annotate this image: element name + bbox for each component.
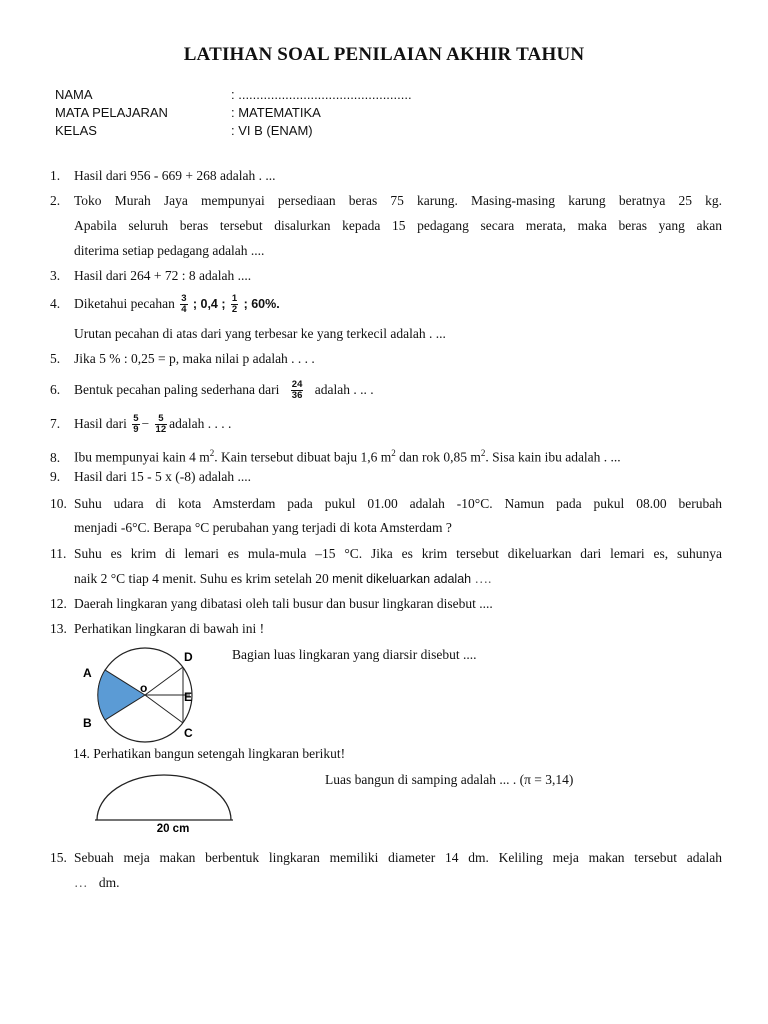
point-label-b: B: [83, 716, 92, 730]
question-11-line2: [74, 567, 491, 591]
fraction-separator: ; 0,4 ;: [192, 297, 226, 311]
superscript: 2: [391, 448, 396, 458]
question-10-line1: Suhu udara di kota Amsterdam pada pukul 01.00 adalah -10°C. Namun pada pukul 08.00 berubah: [74, 496, 722, 511]
question-text: Hasil dari 956 - 669 + 268 adalah . ...: [74, 168, 276, 183]
question-11-number: [50, 542, 74, 566]
question-text: Ibu mempunyai kain 4 m: [74, 449, 210, 465]
fraction-numerator: 3: [181, 293, 187, 305]
question-7: [50, 412, 231, 436]
question-text: Perhatikan lingkaran di bawah ini !: [74, 621, 265, 636]
question-15-line2: [74, 871, 120, 895]
question-number: 12.: [50, 596, 67, 611]
fraction-denominator: 9: [133, 424, 139, 436]
question-number: 8.: [50, 449, 61, 465]
fraction-numerator: 5: [133, 413, 139, 425]
point-label-d: D: [184, 650, 193, 664]
answer-dots: ….: [474, 571, 492, 586]
fraction: [132, 414, 139, 435]
question-2-line2: Apabila seluruh beras tersebut disalurkan kepada 15 pedagang secara merata, maka beras yang akan: [74, 218, 722, 233]
question-text: dm.: [98, 875, 120, 890]
question-15-line1: Sebuah meja makan berbentuk lingkaran memiliki diameter 14 dm. Keliling meja makan tersebut adalah: [74, 850, 722, 865]
question-10-line2: menjadi -6°C. Berapa °C perubahan yang terjadi di kota Amsterdam ?: [74, 520, 452, 535]
identity-value: : MATEMATIKA: [231, 105, 321, 120]
question-text: Diketahui pecahan: [74, 296, 175, 311]
question-number: 3.: [50, 268, 61, 283]
question-text: menit dikeluarkan adalah: [332, 572, 472, 586]
fraction-numerator: 5: [155, 414, 168, 425]
question-13-side-text: Bagian luas lingkaran yang diarsir disebut ....: [232, 647, 477, 662]
question-number: 1.: [50, 168, 61, 183]
superscript: 2: [209, 448, 215, 458]
question-text: Jika 5 % : 0,25 = p, maka nilai p adalah . . . .: [74, 351, 315, 366]
fraction-denominator: 36: [291, 390, 303, 402]
semicircle-arc: [97, 775, 231, 820]
point-label-a: A: [83, 666, 92, 680]
question-2-line1: Toko Murah Jaya mempunyai persediaan beras 75 karung. Masing-masing karung beratnya 25 kg.: [74, 193, 722, 208]
question-text: Daerah lingkaran yang dibatasi oleh tali busur dan busur lingkaran disebut ....: [74, 596, 493, 611]
chord-line: [145, 695, 183, 723]
question-14: 14. Perhatikan bangun setengah lingkaran berikut!: [73, 746, 346, 761]
identity-label: NAMA: [55, 87, 93, 102]
question-text: . Kain tersebut dibuat baju 1,6 m: [214, 449, 392, 465]
question-text: adalah . . . .: [169, 416, 232, 431]
fraction: [155, 414, 168, 435]
page-title: LATIHAN SOAL PENILAIAN AKHIR TAHUN: [183, 44, 585, 65]
question-10-number: [50, 492, 74, 516]
question-text: Bentuk pecahan paling sederhana dari: [74, 382, 280, 397]
fraction-denominator: 2: [231, 304, 238, 316]
question-number: 5.: [50, 351, 61, 366]
question-number: 10.: [50, 496, 67, 511]
fraction-denominator: 4: [181, 304, 187, 316]
question-2-line3: diterima setiap pedagang adalah ....: [74, 243, 265, 258]
point-label-e: E: [184, 690, 193, 704]
chord-line: [145, 667, 183, 695]
identity-value: : ................................................: [231, 87, 412, 102]
question-number: 6.: [50, 382, 61, 397]
fraction: [231, 294, 238, 315]
point-label-o: o: [140, 681, 148, 695]
identity-label: KELAS: [55, 123, 97, 138]
identity-label: MATA PELAJARAN: [55, 105, 168, 120]
minus-operator: −: [141, 416, 150, 431]
question-3: [50, 264, 251, 288]
question-9: [50, 465, 251, 489]
question-4-line2: Urutan pecahan di atas dari yang terbesar ke yang terkecil adalah . ...: [74, 326, 446, 341]
question-text: dan rok 0,85 m: [395, 449, 481, 465]
question-number: 15.: [50, 850, 67, 865]
question-4: [50, 292, 280, 316]
question-number: 9.: [50, 469, 61, 484]
question-number: 13.: [50, 621, 67, 636]
question-11-line1: Suhu es krim di lemari es mula-mula –15 °C. Jika es krim tersebut dikeluarkan dari lemari es, suhunya: [74, 546, 722, 561]
question-number: 11.: [50, 546, 67, 561]
question-text: Hasil dari: [74, 416, 127, 431]
question-text: naik 2 °C tiap 4 menit. Suhu es krim setelah 20: [74, 571, 329, 586]
fraction-numerator: 1: [231, 293, 238, 305]
semicircle-figure: [92, 770, 237, 835]
circle-figure: [78, 645, 208, 745]
question-text: Hasil dari 15 - 5 x (-8) adalah ....: [74, 469, 251, 484]
fraction: [291, 380, 304, 401]
question-14-side-text: Luas bangun di samping adalah ... . (π = 3,14): [325, 772, 574, 787]
question-text: . Sisa kain ibu adalah . ...: [485, 449, 621, 465]
identity-value: : VI B (ENAM): [231, 123, 313, 138]
question-6: [50, 378, 374, 402]
diameter-label: 20 cm: [156, 823, 190, 835]
question-2-number: [50, 189, 74, 213]
fraction-separator: ; 60%.: [243, 297, 280, 311]
shaded-sector: [98, 670, 148, 720]
question-number: 4.: [50, 296, 61, 311]
question-5: [50, 347, 315, 371]
fraction: [180, 294, 187, 315]
question-number: 7.: [50, 416, 61, 431]
question-12: [50, 592, 493, 616]
point-label-c: C: [184, 726, 193, 740]
superscript: 2: [480, 448, 486, 458]
question-1: [50, 164, 275, 188]
fraction-denominator: 12: [155, 424, 167, 436]
question-number: 2.: [50, 193, 61, 208]
answer-dots: …: [74, 875, 88, 890]
question-text: adalah . .. .: [314, 382, 374, 397]
question-15-number: [50, 846, 74, 870]
fraction-numerator: 24: [291, 379, 303, 391]
question-13: [50, 617, 264, 641]
question-text: Hasil dari 264 + 72 : 8 adalah ....: [74, 268, 252, 283]
